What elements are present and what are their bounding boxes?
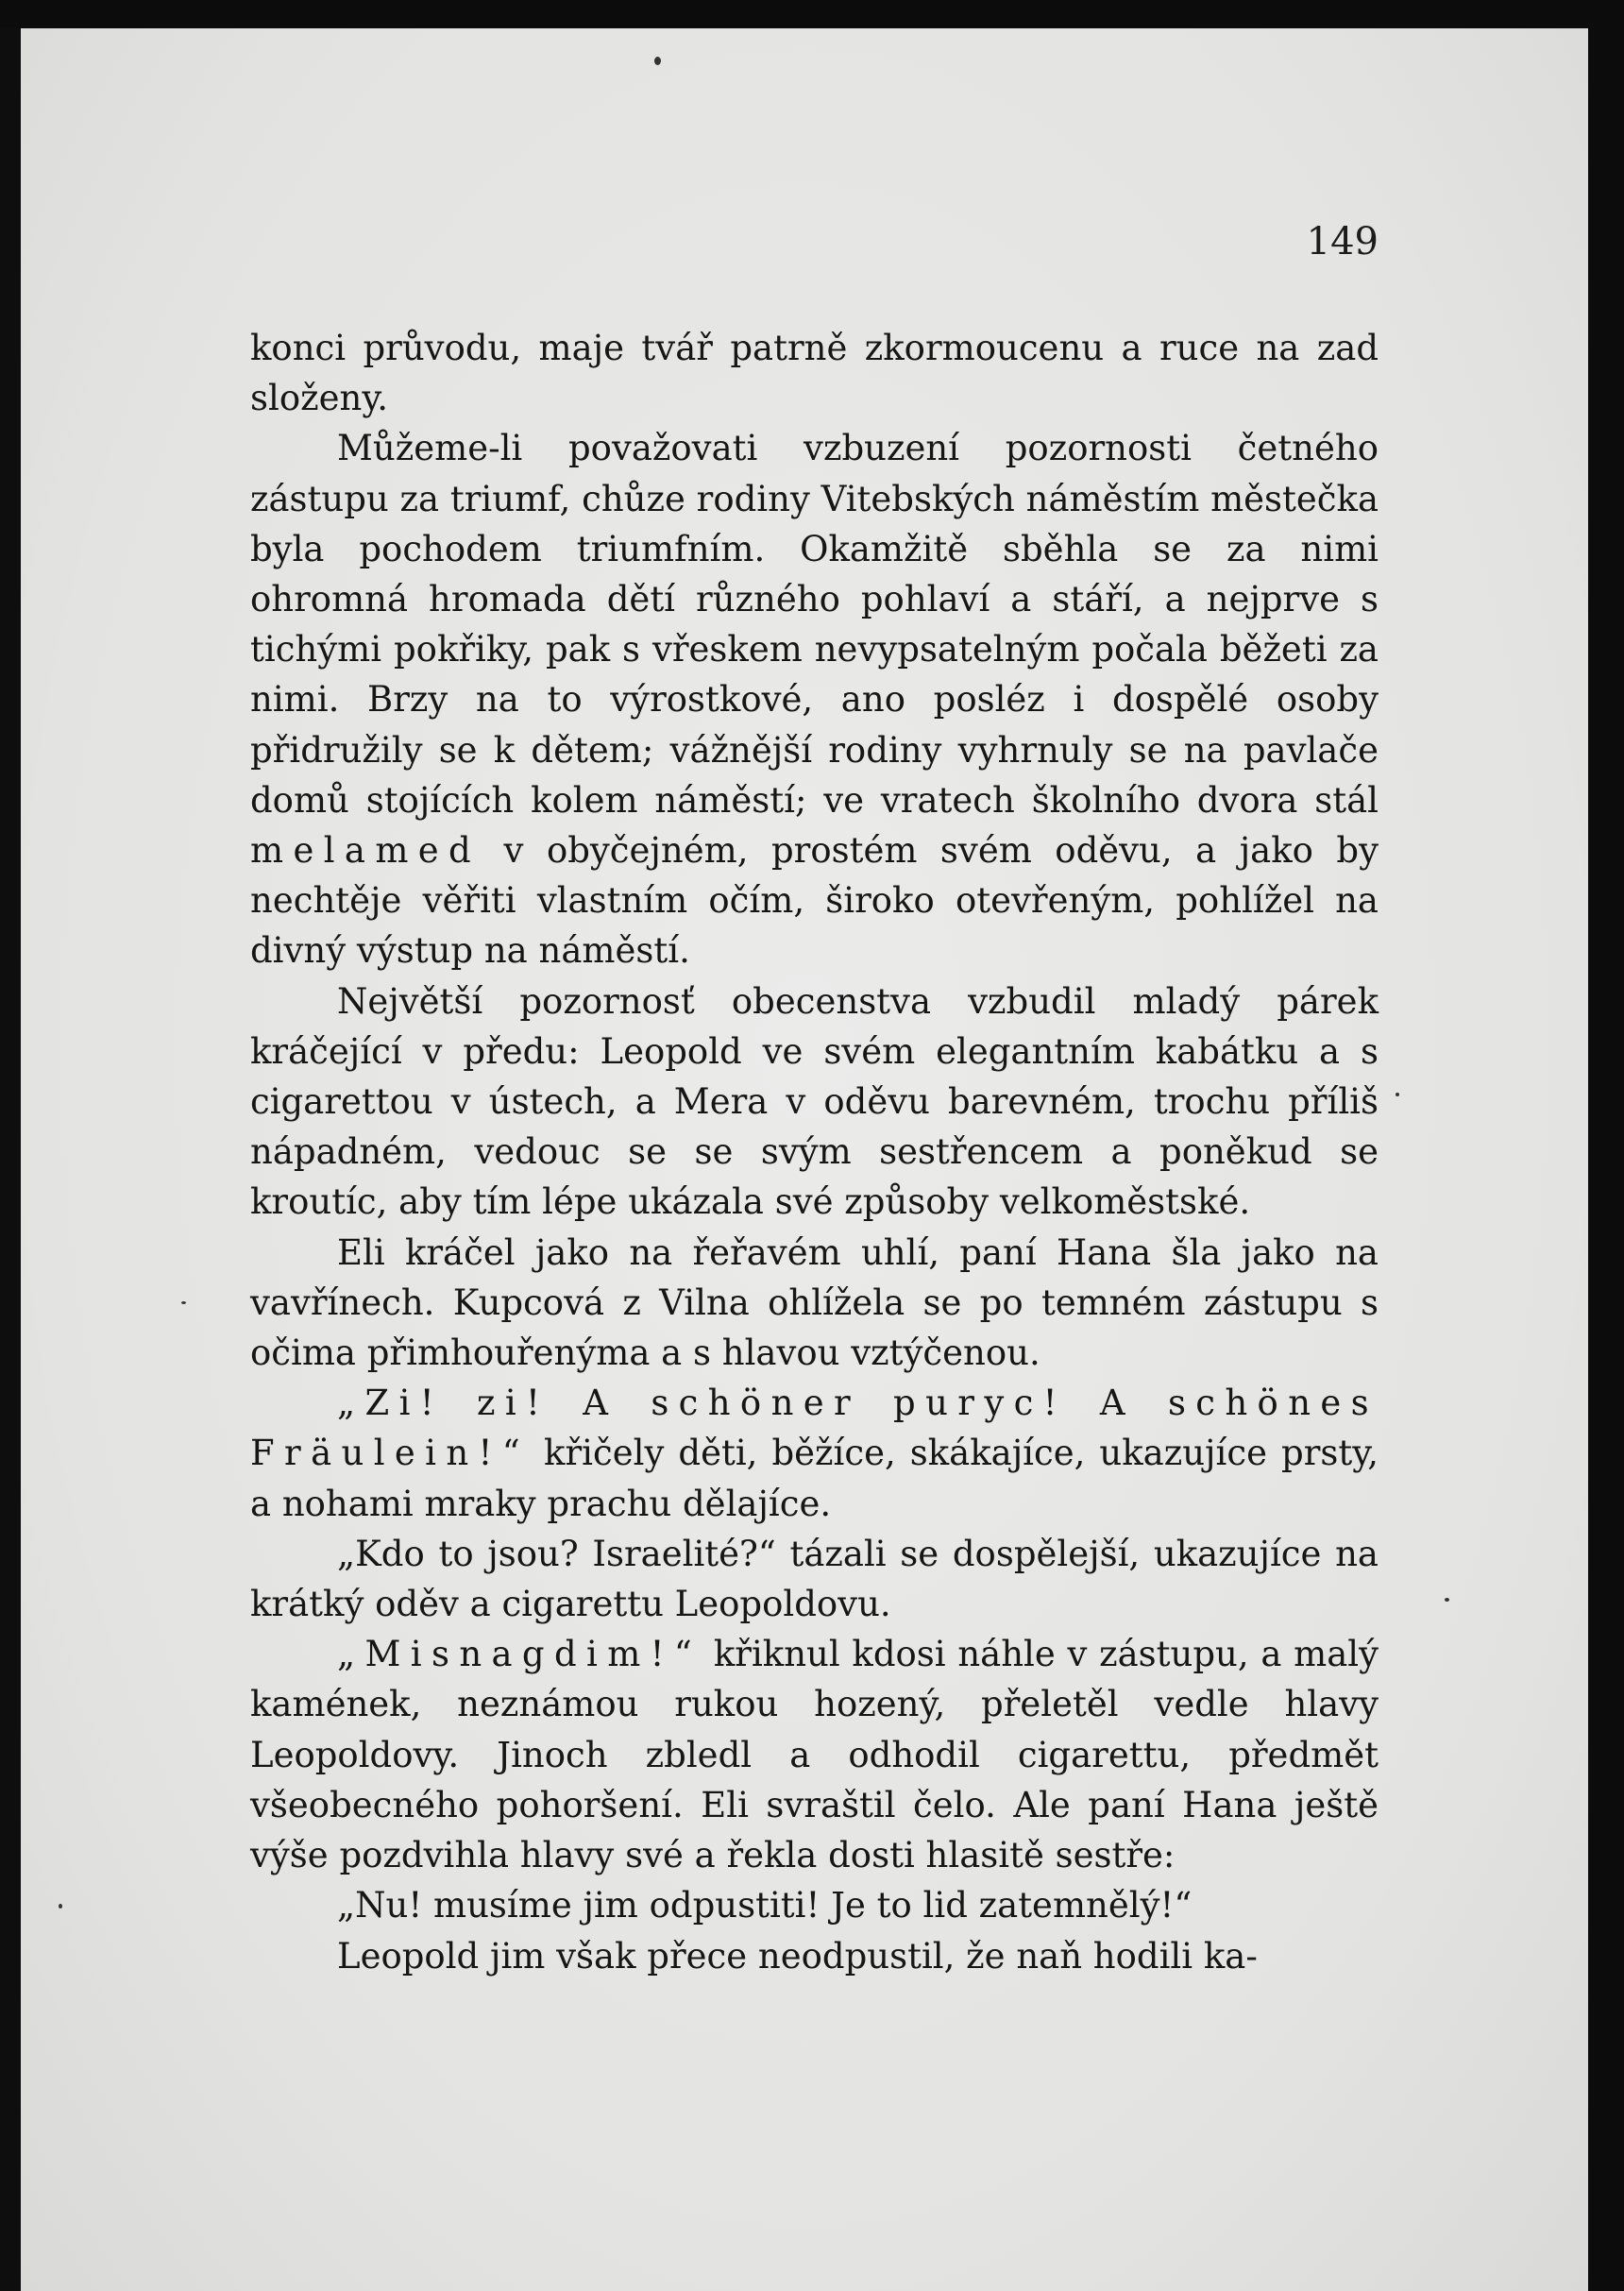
body-text [250,323,1379,1981]
paper-speck [1396,1093,1399,1096]
scan-left-border [0,28,21,2291]
scan-top-border [0,0,1624,28]
paragraph-8: „Nu! musíme jim odpustiti! Je to lid zatemnělý!“ [337,1885,1193,1926]
paper-speck [1445,1598,1449,1602]
paper-speck [59,1904,62,1909]
spaced-quote: „Misnagdim!“ [337,1634,702,1675]
paragraph-7: „Misnagdim!“ křiknul kdosi náhle v zástupu, a malý kamének, neznámou rukou hozený, přeletěl vedle hlavy Leopoldovy. Jinoch zbledl a odhodil cigarettu, předmět všeobecného pohoršení. Eli svraštil čelo. Ale paní Hana ještě výše pozdvihla hlavy své a řekla dosti hlasitě sestře: [250,1634,1379,1876]
page-number: 149 [1306,220,1379,263]
paragraph-5: „Zi! zi! A schöner puryc! A schönes Fräulein!“ křičely děti, běžíce, skákajíce, ukazujíce prsty, a nohami mraky prachu dělajíce. [250,1383,1379,1524]
spaced-word: melamed [250,830,482,872]
paragraph-3: Největší pozornosť obecenstva vzbudil mladý párek kráčející v předu: Leopold ve svém elegantním kabátku a s cigarettou v ústech, a Mera v oděvu barevném, trochu příliš nápadném, vedouc se se svým sestřencem a poněkud se kroutíc, aby tím lépe ukázala své způsoby velkoměstské. [250,980,1379,1223]
paragraph-4: Eli kráčel jako na řeřavém uhlí, paní Hana šla jako na vavřínech. Kupcová z Vilna ohlížela se po temném zástupu s očima přimhouřenýma a s hlavou vztýčenou. [250,1231,1379,1374]
paragraph-1: konci průvodu, maje tvář patrně zkormoucenu a ruce na zad složeny. [250,328,1379,419]
scan-right-border [1588,0,1624,2291]
paper-speck [654,57,661,65]
spaced-quote: „Zi! zi! A schöner puryc! A schönes Fräulein!“ [250,1383,1379,1474]
paragraph-6: „Kdo to jsou? Israelité?“ tázali se dospělejší, ukazujíce na krátký oděv a cigarettu Leopoldovu. [250,1533,1379,1625]
paragraph-2: Můžeme-li považovati vzbuzení pozornosti četného zástupu za triumf, chůze rodiny Vitebských náměstím městečka byla pochodem triumfním. Okamžitě sběhla se za nimi ohromná hromada dětí různého pohlaví a stáří, a nejprve s tichými pokřiky, pak s vřeskem nevypsatelným počala běžeti za nimi. Brzy na to výrostkové, ano posléz i dospělé osoby přidružily se k dětem; vážnější rodiny vyhrnuly se na pavlače domů stojících kolem náměstí; ve vratech školního dvora stál melamed v obyčejném, prostém svém oděvu, a jako by nechtěje věřiti vlastním očím, široko otevřeným, pohlížel na divný výstup na náměstí. [250,428,1379,972]
paragraph-9: Leopold jim však přece neodpustil, že naň hodili ka- [337,1935,1258,1977]
paper-speck [181,1301,186,1304]
